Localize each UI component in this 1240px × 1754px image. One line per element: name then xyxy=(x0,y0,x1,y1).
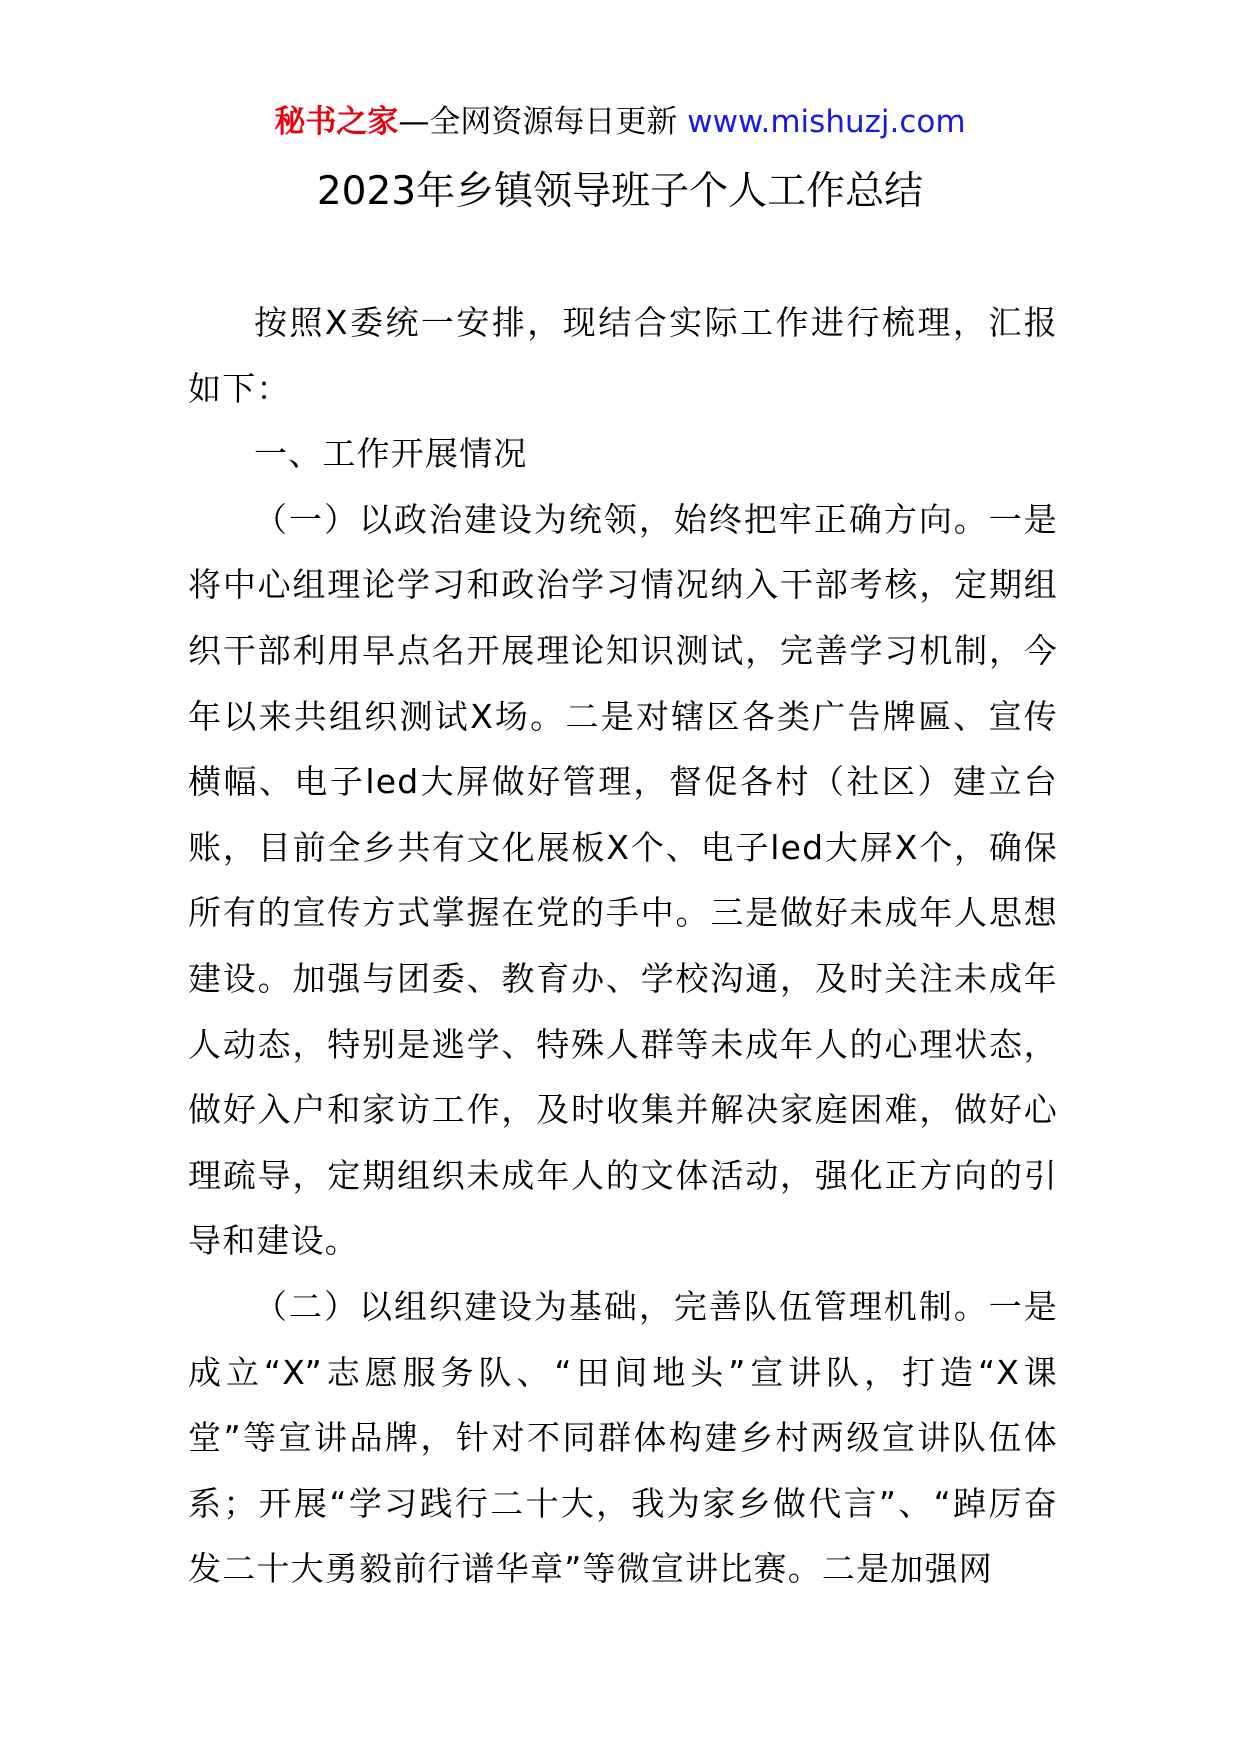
intro-paragraph: 按照X委统一安排，现结合实际工作进行梳理，汇报如下： xyxy=(188,303,1058,408)
body-paragraph: （一）以政治建设为统领，始终把牢正确方向。一是将中心组理论学习和政治学习情况纳入干部考核，定期组织干部利用早点名开展理论知识测试，完善学习机制，今年以来共组织测试X场。二是对辖区各类广告牌匾、宣传横幅、电子led大屏做好管理，督促各村（社区）建立台账，目前全乡共有文化展板X个、电子led大屏X个，确保所有的宣传方式掌握在党的手中。三是做好未成年人思想建设。加强与团委、教育办、学校沟通，及时关注未成年人动态，特别是逃学、特殊人群等未成年人的心理状态，做好入户和家访工作，及时收集并解决家庭困难，做好心理疏导，定期组织未成年人的文体活动，强化正方向的引导和建设。 xyxy=(188,499,1058,1261)
section-heading: 一、工作开展情况 xyxy=(254,434,528,474)
brand-name: 秘书之家 xyxy=(274,104,399,140)
body-paragraph: （二）以组织建设为基础，完善队伍管理机制。一是成立“X”志愿服务队、“田间地头”宣讲队，打造“X课堂”等宣讲品牌，针对不同群体构建乡村两级宣讲队伍体系；开展“学习践行二十大，我为家乡做代言”、“踔厉奋发二十大勇毅前行谱华章”等微宣讲比赛。二是加强网 xyxy=(188,1286,1058,1589)
site-header xyxy=(0,100,1240,144)
site-url-link[interactable]: www.mishuzj.com xyxy=(687,104,966,140)
document-title: 2023年乡镇领导班子个人工作总结 xyxy=(316,169,924,214)
header-slogan: —全网资源每日更新 xyxy=(398,104,688,140)
document-body xyxy=(188,290,1058,1602)
